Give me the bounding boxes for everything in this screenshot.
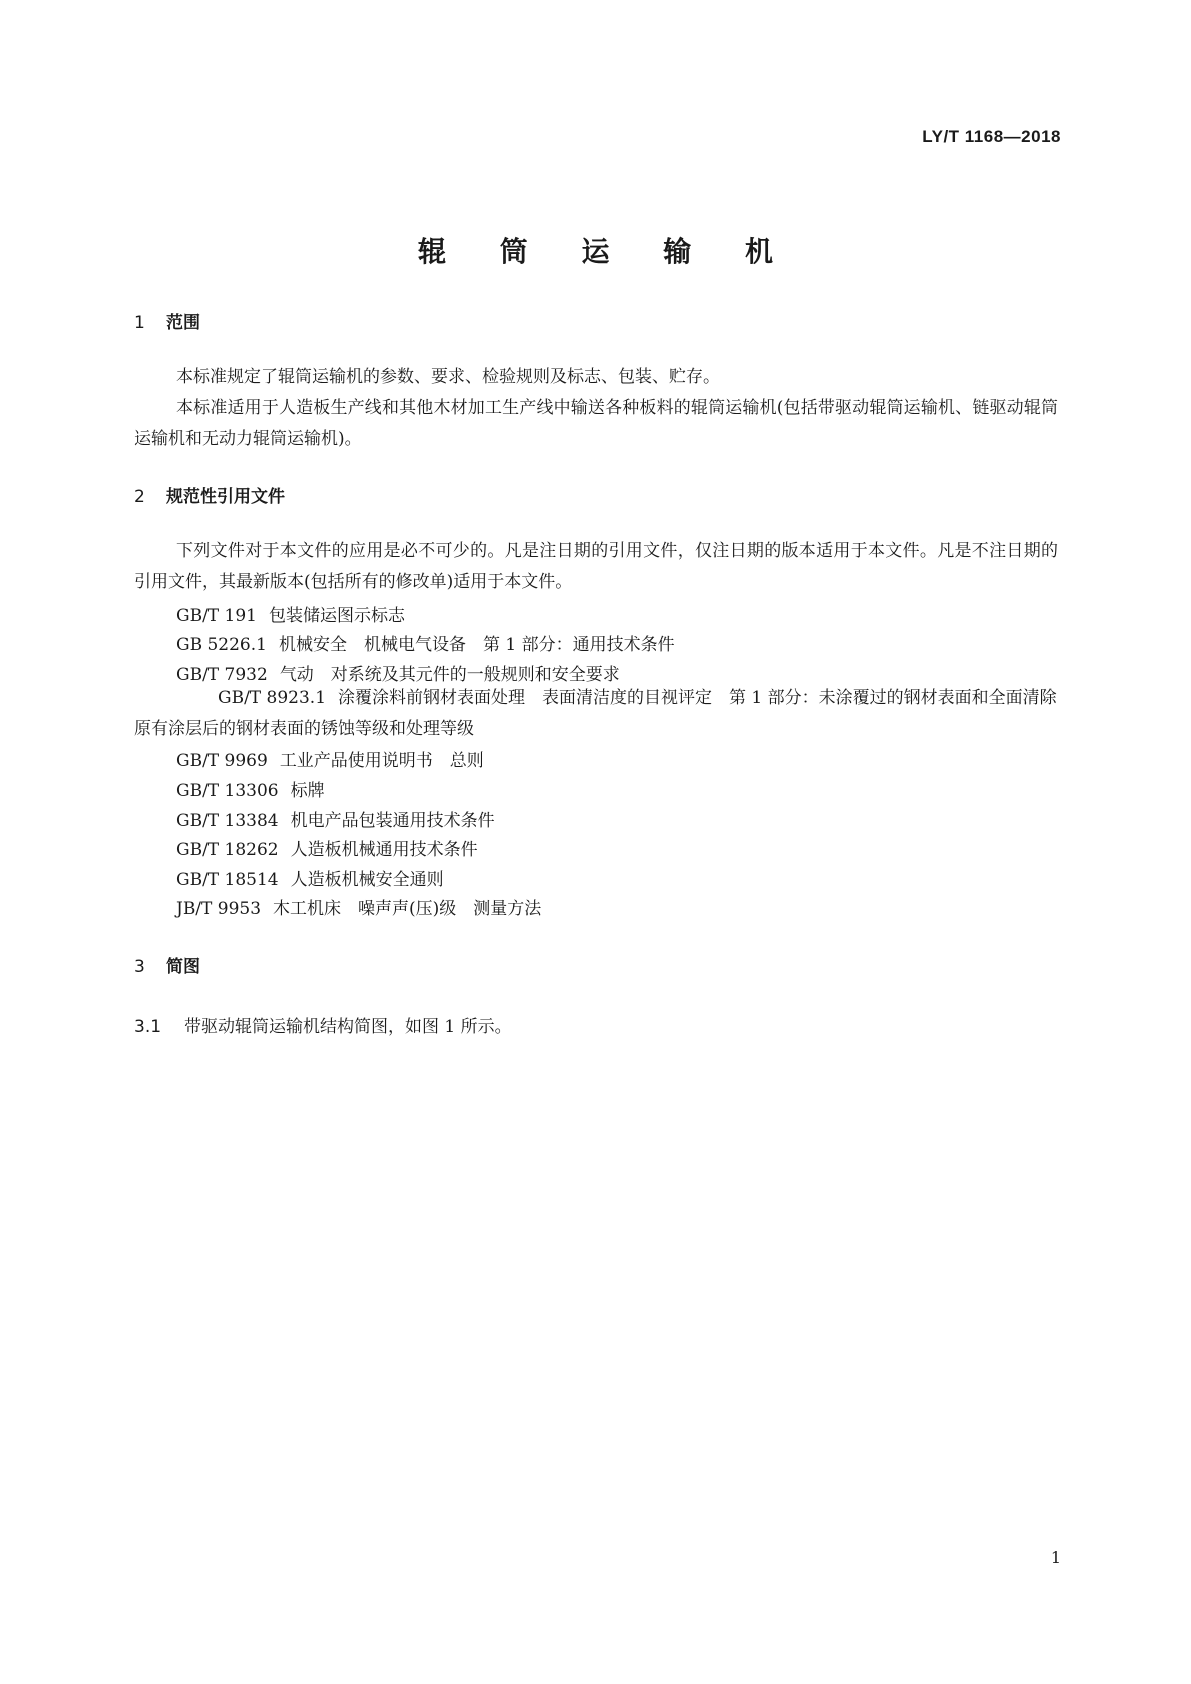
reference-item bbox=[176, 630, 675, 655]
section-2-intro: 下列文件对于本文件的应用是必不可少的。凡是注日期的引用文件，仅注日期的版本适用于本文件。凡是不注日期的引用文件，其最新版本(包括所有的修改单)适用于本文件。 bbox=[134, 541, 1058, 592]
section-3-heading bbox=[134, 952, 200, 977]
reference-title: 木工机床 噪声声(压)级 测量方法 bbox=[273, 899, 542, 919]
reference-title: 机械安全 机械电气设备 第 1 部分：通用技术条件 bbox=[278, 635, 675, 655]
reference-title: 机电产品包装通用技术条件 bbox=[290, 811, 495, 831]
section-title: 简图 bbox=[166, 957, 200, 977]
clause-number: 3.1 bbox=[134, 1017, 162, 1037]
reference-code: GB/T 13306 bbox=[176, 781, 279, 801]
reference-title: 涂覆涂料前钢材表面处理 表面清洁度的目视评定 第 1 部分：未涂覆过的钢材表面和全面清除原有涂层后的钢材表面的锈蚀等级和处理等级 bbox=[134, 688, 1057, 739]
reference-item bbox=[176, 776, 325, 801]
section-1-paragraph: 本标准规定了辊筒运输机的参数、要求、检验规则及标志、包装、贮存。 bbox=[176, 367, 720, 387]
reference-code: GB/T 8923.1 bbox=[218, 688, 327, 708]
document-title: 辊 筒 运 输 机 bbox=[418, 235, 795, 268]
reference-item bbox=[176, 894, 541, 919]
reference-title: 标牌 bbox=[290, 781, 325, 801]
reference-item bbox=[176, 746, 484, 771]
section-number: 2 bbox=[134, 487, 145, 507]
reference-item bbox=[176, 660, 620, 685]
document-code: LY/T 1168—2018 bbox=[922, 127, 1061, 146]
reference-code: GB/T 7932 bbox=[176, 665, 268, 685]
reference-title: 人造板机械通用技术条件 bbox=[290, 840, 478, 860]
reference-code: GB/T 13384 bbox=[176, 811, 279, 831]
clause-3-1 bbox=[134, 1012, 512, 1037]
reference-item bbox=[176, 806, 495, 831]
reference-title: 人造板机械安全通则 bbox=[290, 870, 444, 890]
clause-text: 带驱动辊筒运输机结构简图，如图 1 所示。 bbox=[184, 1017, 512, 1037]
reference-item bbox=[176, 601, 405, 626]
reference-title: 工业产品使用说明书 总则 bbox=[279, 751, 484, 771]
section-2-heading bbox=[134, 482, 285, 507]
reference-item bbox=[134, 683, 1058, 745]
reference-title: 包装储运图示标志 bbox=[269, 606, 405, 626]
section-1-heading bbox=[134, 308, 200, 333]
section-number: 1 bbox=[134, 313, 145, 333]
section-title: 范围 bbox=[166, 313, 200, 333]
page-number: 1 bbox=[1050, 1548, 1061, 1567]
reference-code: GB/T 191 bbox=[176, 606, 257, 626]
reference-item bbox=[176, 835, 478, 860]
reference-code: JB/T 9953 bbox=[176, 899, 262, 919]
section-title: 规范性引用文件 bbox=[166, 487, 285, 507]
section-1-paragraph: 本标准适用于人造板生产线和其他木材加工生产线中输送各种板料的辊筒运输机(包括带驱动辊筒运输机、链驱动辊筒运输机和无动力辊筒运输机)。 bbox=[134, 398, 1058, 449]
section-number: 3 bbox=[134, 957, 145, 977]
reference-code: GB/T 18262 bbox=[176, 840, 279, 860]
reference-code: GB/T 9969 bbox=[176, 751, 268, 771]
reference-code: GB/T 18514 bbox=[176, 870, 279, 890]
reference-code: GB 5226.1 bbox=[176, 635, 267, 655]
reference-title: 气动 对系统及其元件的一般规则和安全要求 bbox=[279, 665, 620, 685]
reference-item bbox=[176, 865, 444, 890]
